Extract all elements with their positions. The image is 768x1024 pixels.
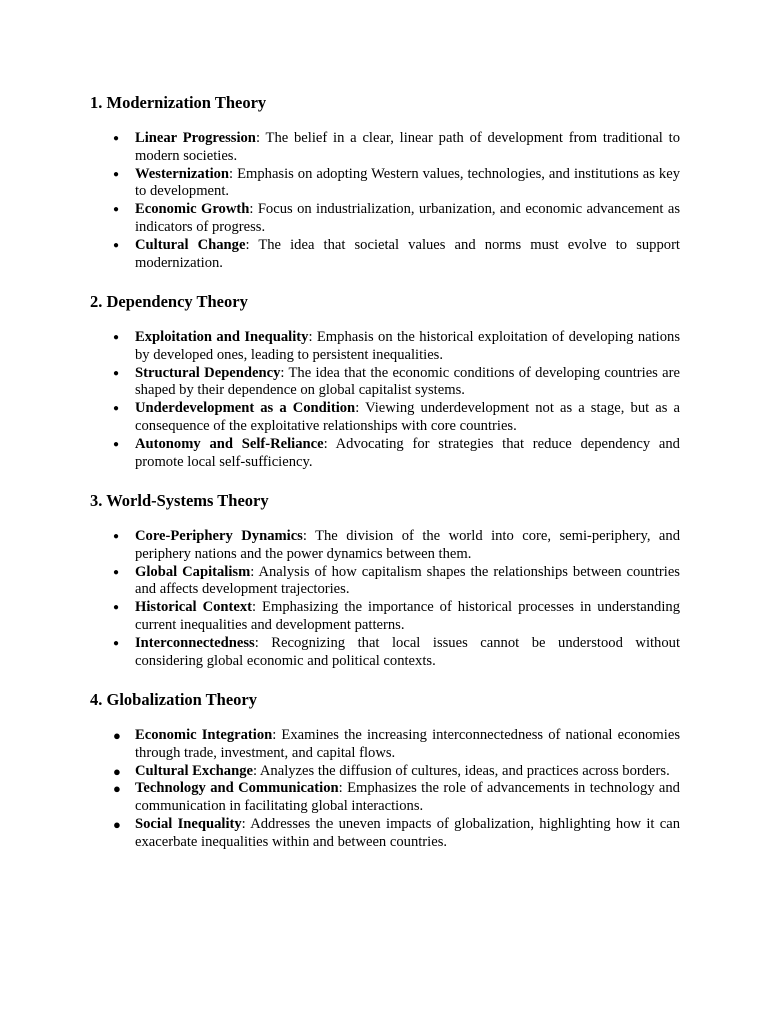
bullet-icon: ●	[113, 602, 120, 614]
item-text: : The belief in a clear, linear path of development from traditional to modern societies.	[135, 130, 680, 164]
section-globalization-theory	[90, 690, 680, 852]
item-term: Core-Periphery Dynamics	[135, 528, 303, 544]
item-term: Cultural Change	[135, 236, 246, 253]
bullet-icon: ●	[113, 133, 120, 144]
list-item	[90, 201, 680, 237]
item-term: Westernization	[135, 165, 230, 182]
list-item	[90, 166, 680, 202]
section-heading: 1. Modernization Theory	[90, 93, 267, 112]
item-term: Cultural Exchange	[135, 762, 253, 779]
bullet-icon: ●	[113, 781, 121, 797]
item-term: Social Inequality	[135, 815, 242, 832]
item-term: Technology and Communication	[135, 780, 339, 797]
list-item	[90, 237, 680, 273]
bullet-list	[90, 329, 680, 471]
item-text: : The idea that societal values and norms must evolve to support modernization.	[135, 236, 680, 271]
bullet-icon: ●	[113, 168, 120, 180]
item-term: Structural Dependency	[135, 364, 281, 381]
list-item	[90, 763, 680, 781]
section-dependency-theory	[90, 292, 680, 471]
list-item	[90, 365, 680, 401]
section-modernization-theory	[90, 93, 680, 272]
item-term: Global Capitalism	[135, 563, 251, 580]
bullet-icon: ●	[113, 816, 121, 832]
list-item	[90, 816, 680, 852]
list-item	[90, 564, 680, 600]
item-text: : Emphasis on adopting Western values, technologies, and institutions as key to development.	[135, 165, 680, 200]
item-term: Interconnectedness	[135, 634, 255, 651]
list-item	[90, 780, 680, 816]
item-text: : Analysis of how capitalism shapes the relationships between countries and affects development trajectories.	[135, 563, 680, 598]
item-text: : Advocating for strategies that reduce dependency and promote local self-sufficiency.	[135, 435, 680, 470]
list-item	[90, 400, 680, 436]
list-item	[90, 599, 680, 635]
item-text: : Emphasizes the role of advancements in technology and communication in facilitating global interactions.	[135, 780, 680, 815]
list-item	[90, 436, 680, 472]
item-text: : Emphasizing the importance of historical processes in understanding current inequalities and development patterns.	[135, 599, 680, 633]
item-text: : Analyzes the diffusion of cultures, ideas, and practices across borders.	[252, 762, 670, 779]
bullet-icon: ●	[113, 763, 121, 779]
bullet-icon: ●	[113, 637, 120, 649]
item-term: Exploitation and Inequality	[135, 329, 309, 345]
bullet-list	[90, 727, 680, 852]
item-term: Linear Progression	[135, 130, 256, 146]
bullet-icon: ●	[113, 566, 120, 578]
list-item	[90, 329, 680, 365]
bullet-icon: ●	[113, 531, 120, 542]
item-term: Autonomy and Self-Reliance	[135, 435, 324, 452]
item-text: : Examines the increasing interconnectedness of national economies through trade, investment, and capital flows.	[135, 727, 680, 761]
bullet-icon: ●	[113, 239, 120, 251]
item-text: : Emphasis on the historical exploitation of developing nations by developed ones, leading to persistent inequalities.	[135, 329, 681, 363]
item-term: Economic Growth	[135, 201, 250, 218]
list-item	[90, 130, 680, 166]
item-text: : Recognizing that local issues cannot be understood without considering global economic and political contexts.	[135, 634, 680, 669]
section-heading: 2. Dependency Theory	[90, 292, 248, 311]
list-item	[90, 727, 680, 763]
bullet-icon: ●	[113, 204, 120, 216]
section-world-systems-theory	[90, 491, 680, 670]
item-term: Underdevelopment as a Condition	[135, 400, 356, 417]
section-heading: 3. World-Systems Theory	[90, 491, 269, 510]
bullet-icon: ●	[113, 332, 120, 343]
item-text: : The idea that the economic conditions of developing countries are shaped by their dependence on global capitalist systems.	[135, 364, 680, 399]
list-item	[90, 528, 680, 564]
list-item	[90, 635, 680, 671]
item-term: Economic Integration	[135, 727, 273, 743]
bullet-icon: ●	[113, 438, 120, 450]
item-text: : Addresses the uneven impacts of globalization, highlighting how it can exacerbate inequalities within and between countries.	[135, 815, 680, 850]
item-text: : Focus on industrialization, urbanization, and economic advancement as indicators of progress.	[135, 201, 680, 235]
item-term: Historical Context	[135, 599, 253, 616]
item-text: : Viewing underdevelopment not as a stage, but as a consequence of the exploitative relationships with core countries.	[135, 400, 680, 434]
bullet-icon: ●	[113, 403, 120, 415]
bullet-icon: ●	[113, 367, 120, 379]
section-heading: 4. Globalization Theory	[90, 690, 257, 709]
bullet-list	[90, 528, 680, 670]
bullet-icon: ●	[113, 728, 121, 743]
bullet-list	[90, 130, 680, 272]
item-text: : The division of the world into core, semi-periphery, and periphery nations and the power dynamics between them.	[135, 528, 680, 562]
